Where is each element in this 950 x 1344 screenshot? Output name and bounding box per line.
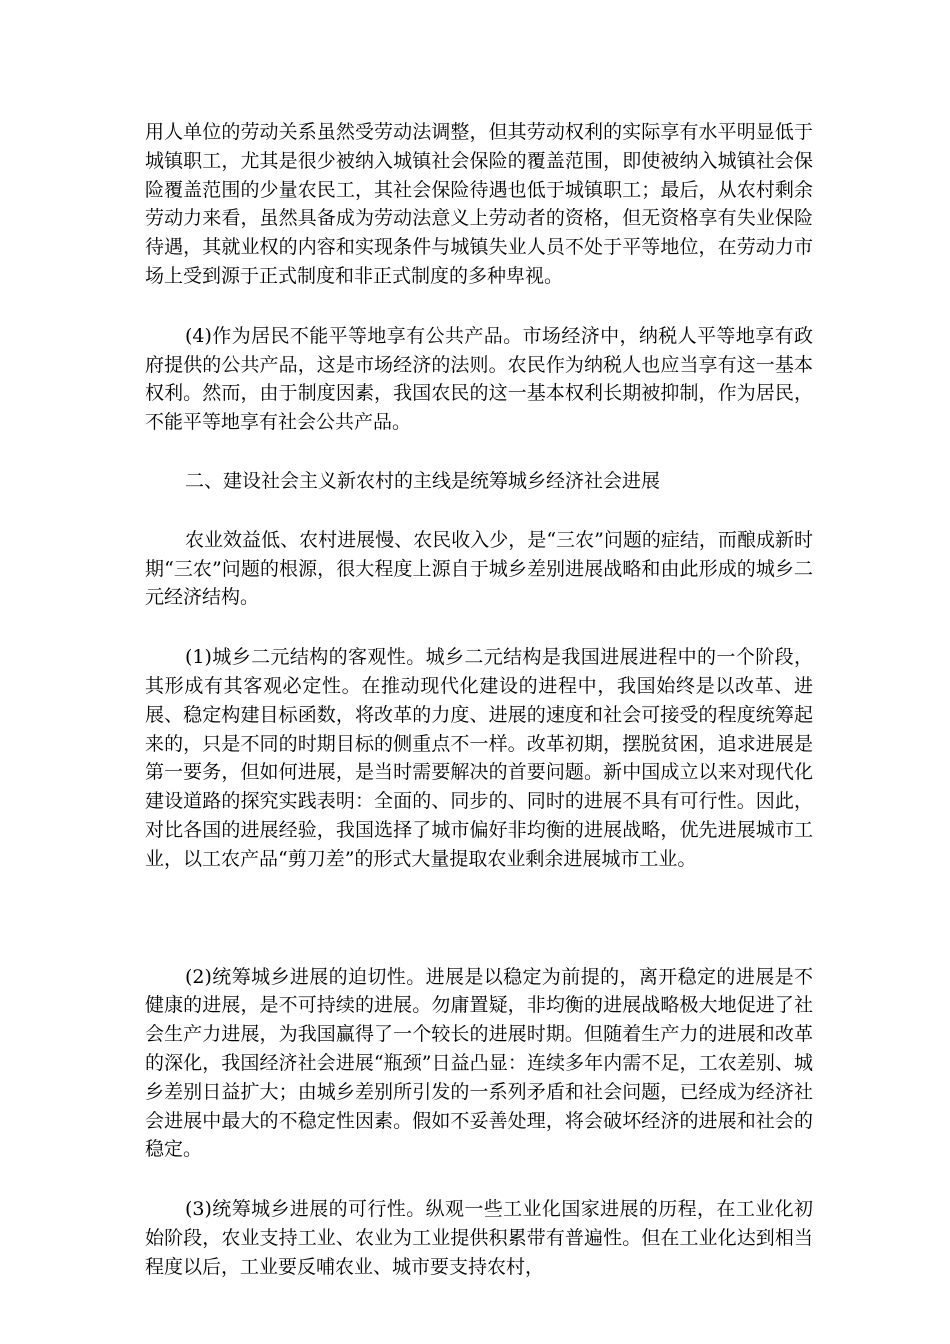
paragraph-public-goods: (4)作为居民不能平等地享有公共产品。市场经济中，纳税人平等地享有政府提供的公共产品，这是市场经济的法则。农民作为纳税人也应当享有这一基本权利。然而，由于制度因素，我国农民的这一基本权利长期被抑制，作为居民，不能平等地享有社会公共产品。 xyxy=(145,324,813,434)
paragraph-feasibility: (3)统筹城乡进展的可行性。纵观一些工业化国家进展的历程，在工业化初始阶段，农业支持工业、农业为工业提供积累带有普遍性。但在工业化达到相当程度以后，工业要反哺农业、城市要支持农村， xyxy=(145,1198,813,1278)
paragraph-labor-relations: 用人单位的劳动关系虽然受劳动法调整，但其劳动权利的实际享有水平明显低于城镇职工，尤其是很少被纳入城镇社会保险的覆盖范围，即使被纳入城镇社会保险覆盖范围的少量农民工，其社会保险待遇也低于城镇职工；最后，从农村剩余劳动力来看，虽然具备成为劳动法意义上劳动者的资格，但无资格享有失业保险待遇，其就业权的内容和实现条件与城镇失业人员不处于平等地位，在劳动力市场上受到源于正式制度和非正式制度的多种卑视。 xyxy=(145,121,813,287)
paragraph-dual-structure: (1)城乡二元结构的客观性。城乡二元结构是我国进展进程中的一个阶段，其形成有其客观必定性。在推动现代化建设的进程中，我国始终是以改革、进展、稳定构建目标函数，将改革的力度、进展的速度和社会可接受的程度统筹起来的，只是不同的时期目标的侧重点不一样。改革初期，摆脱贫困，追求进展是第一要务，但如何进展，是当时需要解决的首要问题。新中国成立以来对现代化建设道路的探究实践表明：全面的、同步的、同时的进展不具有可行性。因此，对比各国的进展经验，我国选择了城市偏好非均衡的进展战略，优先进展城市工业，以工农产品“剪刀差”的形式大量提取农业剩余进展城市工业。 xyxy=(145,646,813,870)
paragraph-urgency: (2)统筹城乡进展的迫切性。进展是以稳定为前提的，离开稳定的进展是不健康的进展，是不可持续的进展。勿庸置疑，非均衡的进展战略极大地促进了社会生产力进展，为我国赢得了一个较长的进展时期。但随着生产力的进展和改革的深化，我国经济社会进展“瓶颈”日益凸显：连续多年内需不足，工农差别、城乡差别日益扩大；由城乡差别所引发的一系列矛盾和社会问题，已经成为经济社会进展中最大的不稳定性因素。假如不妥善处理，将会破坏经济的进展和社会的稳定。 xyxy=(145,965,813,1161)
section-heading-2: 二、建设社会主义新农村的主线是统筹城乡经济社会进展 xyxy=(185,469,661,492)
paragraph-root-cause: 农业效益低、农村进展慢、农民收入少，是“三农”问题的症结，而酿成新时期“三农”问题的根源，很大程度上源自于城乡差别进展战略和由此形成的城乡二元经济结构。 xyxy=(145,528,813,609)
document-page xyxy=(145,118,813,1282)
